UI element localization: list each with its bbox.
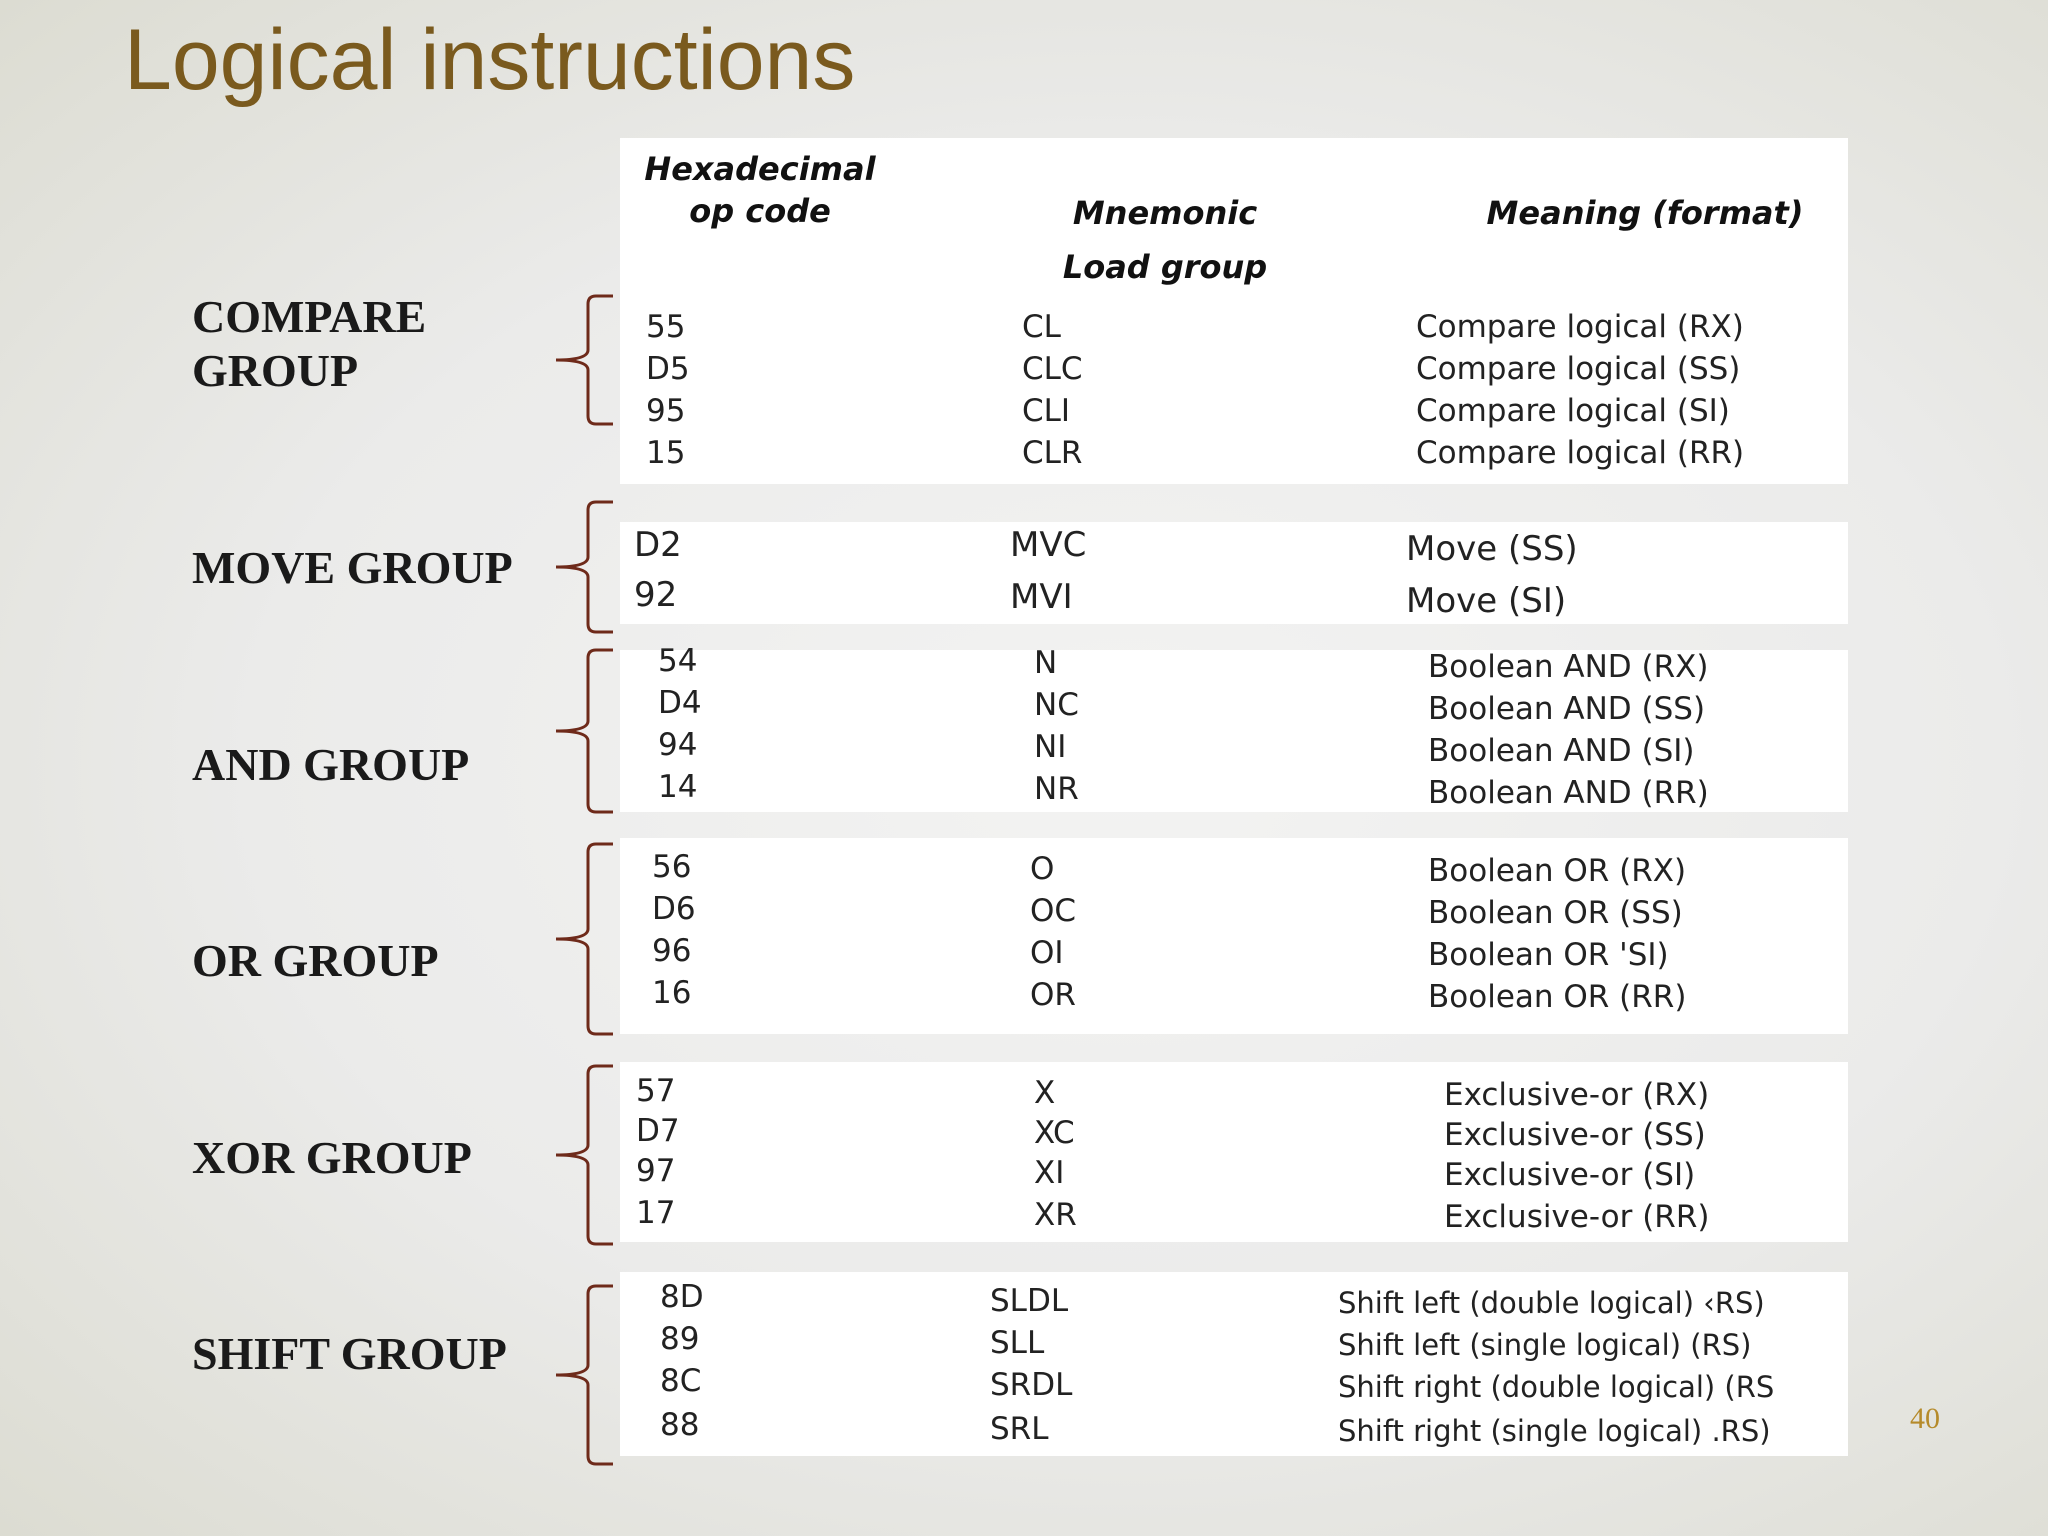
xor-row-3-meaning: Exclusive-or (SI)	[1444, 1157, 1696, 1193]
xor-row-2-meaning: Exclusive-or (SS)	[1444, 1117, 1706, 1153]
brace-path	[556, 1286, 613, 1464]
shift-row-3-mnemonic: SRDL	[990, 1367, 1073, 1403]
or-row-2-mnemonic: OC	[1030, 893, 1077, 929]
shift-row-1-opcode: 8D	[660, 1279, 704, 1315]
xor-row-4-mnemonic: XR	[1034, 1197, 1077, 1233]
page-number: 40	[1910, 1402, 1940, 1435]
shift-row-3-meaning: Shift right (double logical) (RS	[1338, 1370, 1775, 1404]
move-group-brace	[548, 500, 618, 634]
and-row-4-mnemonic: NR	[1034, 771, 1079, 807]
and-row-3-mnemonic: NI	[1034, 729, 1067, 765]
compare-row-4-meaning: Compare logical (RR)	[1416, 435, 1745, 471]
brace-path	[556, 844, 613, 1034]
xor-row-1-opcode: 57	[636, 1073, 676, 1109]
move-panel	[620, 522, 1848, 624]
load-group-subheader: Load group	[1062, 248, 1268, 286]
and-row-2-meaning: Boolean AND (SS)	[1428, 691, 1706, 727]
mnemonic-header: Mnemonic	[1072, 194, 1258, 232]
and-row-4-meaning: Boolean AND (RR)	[1428, 775, 1709, 811]
xor-group-brace	[548, 1064, 618, 1246]
and-row-1-meaning: Boolean AND (RX)	[1428, 649, 1709, 685]
compare-row-4-opcode: 15	[646, 435, 686, 471]
slide-title: Logical instructions	[124, 12, 856, 108]
xor-group-label: XOR GROUP	[192, 1132, 472, 1183]
shift-row-1-meaning: Shift left (double logical) ‹RS)	[1338, 1286, 1765, 1320]
compare-row-1-opcode: 55	[646, 309, 686, 345]
or-row-3-mnemonic: OI	[1030, 935, 1064, 971]
xor-row-2-opcode: D7	[636, 1113, 680, 1149]
or-row-3-meaning: Boolean OR 'SI)	[1428, 937, 1669, 973]
compare-row-2-mnemonic: CLC	[1022, 351, 1083, 387]
or-row-1-mnemonic: O	[1030, 851, 1055, 887]
xor-row-4-opcode: 17	[636, 1195, 676, 1231]
compare-row-1-mnemonic: CL	[1022, 309, 1061, 345]
compare-row-3-meaning: Compare logical (SI)	[1416, 393, 1730, 429]
move-row-2-meaning: Move (SI)	[1406, 581, 1567, 621]
compare-row-3-mnemonic: CLI	[1022, 393, 1071, 429]
and-row-2-mnemonic: NC	[1034, 687, 1079, 723]
move-group-label: MOVE GROUP	[192, 542, 513, 593]
move-row-1-opcode: D2	[634, 525, 682, 565]
or-group-label: OR GROUP	[192, 935, 439, 986]
and-group-brace	[548, 648, 618, 814]
or-row-2-meaning: Boolean OR (SS)	[1428, 895, 1683, 931]
shift-row-4-opcode: 88	[660, 1407, 700, 1443]
xor-row-3-opcode: 97	[636, 1153, 676, 1189]
brace-path	[556, 650, 613, 812]
compare-row-1-meaning: Compare logical (RX)	[1416, 309, 1744, 345]
xor-row-3-mnemonic: XI	[1034, 1155, 1065, 1191]
compare-row-3-opcode: 95	[646, 393, 686, 429]
shift-row-2-meaning: Shift left (single logical) (RS)	[1338, 1328, 1752, 1362]
move-row-1-mnemonic: MVC	[1010, 525, 1087, 565]
opcode-header-line1: Hexadecimal	[644, 150, 876, 188]
and-row-3-meaning: Boolean AND (SI)	[1428, 733, 1695, 769]
meaning-header: Meaning (format)	[1486, 194, 1804, 232]
or-row-2-opcode: D6	[652, 891, 696, 927]
compare-row-4-mnemonic: CLR	[1022, 435, 1083, 471]
xor-row-1-meaning: Exclusive-or (RX)	[1444, 1077, 1710, 1113]
shift-row-3-opcode: 8C	[660, 1363, 702, 1399]
and-row-1-opcode: 54	[658, 643, 698, 679]
or-row-3-opcode: 96	[652, 933, 692, 969]
or-row-4-mnemonic: OR	[1030, 977, 1076, 1013]
and-group-label: AND GROUP	[192, 739, 470, 790]
compare-row-2-meaning: Compare logical (SS)	[1416, 351, 1741, 387]
compare-group-label: COMPARE GROUP	[192, 291, 427, 396]
or-row-1-meaning: Boolean OR (RX)	[1428, 853, 1687, 889]
and-row-2-opcode: D4	[658, 685, 702, 721]
compare-group-brace	[548, 294, 618, 426]
shift-group-brace	[548, 1284, 618, 1466]
shift-group-label: SHIFT GROUP	[192, 1328, 507, 1379]
or-row-4-opcode: 16	[652, 975, 692, 1011]
or-row-1-opcode: 56	[652, 849, 692, 885]
move-row-1-meaning: Move (SS)	[1406, 529, 1578, 569]
brace-path	[556, 1066, 613, 1244]
shift-row-2-mnemonic: SLL	[990, 1325, 1045, 1361]
and-row-1-mnemonic: N	[1034, 645, 1058, 681]
xor-row-2-mnemonic: XC	[1034, 1115, 1075, 1151]
xor-row-4-meaning: Exclusive-or (RR)	[1444, 1199, 1710, 1235]
move-row-2-mnemonic: MVI	[1010, 577, 1073, 617]
shift-row-4-mnemonic: SRL	[990, 1411, 1049, 1447]
move-row-2-opcode: 92	[634, 575, 678, 615]
or-group-brace	[548, 842, 618, 1036]
compare-row-2-opcode: D5	[646, 351, 690, 387]
and-row-3-opcode: 94	[658, 727, 698, 763]
xor-row-1-mnemonic: X	[1034, 1075, 1056, 1111]
shift-row-2-opcode: 89	[660, 1321, 700, 1357]
and-row-4-opcode: 14	[658, 769, 698, 805]
shift-row-4-meaning: Shift right (single logical) .RS)	[1338, 1414, 1771, 1448]
brace-path	[556, 296, 613, 424]
brace-path	[556, 502, 613, 632]
opcode-header-line2: op code	[689, 192, 831, 230]
or-row-4-meaning: Boolean OR (RR)	[1428, 979, 1687, 1015]
shift-row-1-mnemonic: SLDL	[990, 1283, 1069, 1319]
